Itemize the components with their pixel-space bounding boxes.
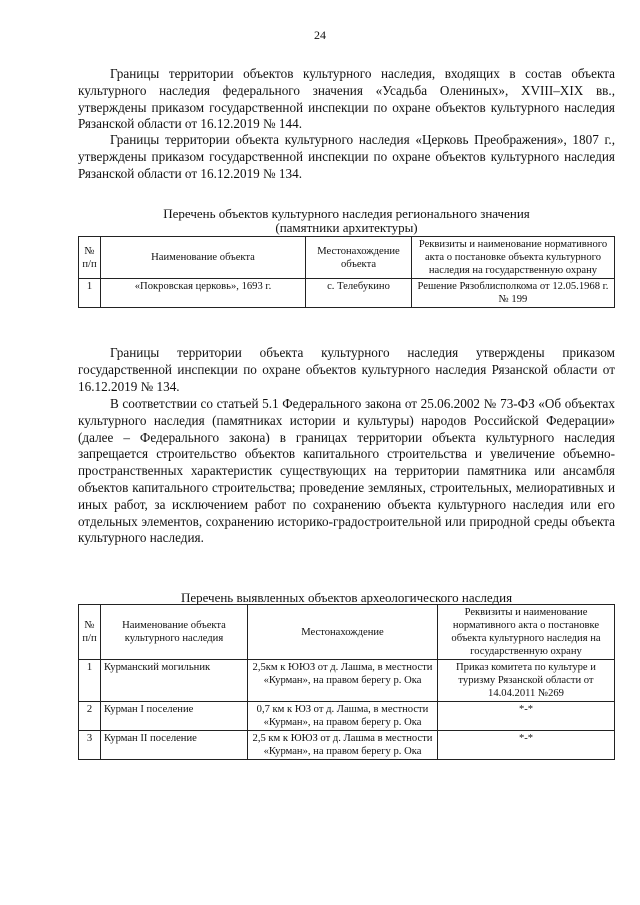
cell-location: 2,5км к ЮЮЗ от д. Лашма, в местности «Курман», на правом берегу р. Ока bbox=[248, 660, 438, 702]
cell-act: *-* bbox=[438, 702, 615, 731]
cell-location: 2,5 км к ЮЮЗ от д. Лашма в местности «Курман», на правом берегу р. Ока bbox=[248, 731, 438, 760]
paragraph-law: В соответствии со статьей 5.1 Федерального закона от 25.06.2002 № 73-ФЗ «Об объектах культурного наследия (памятниках истории и культуры) народов Российской Федерации» (далее – Федерального закона) в границах территории объекта культурного наследия запрещается строительство объектов капитального строительства и увеличение объемно-пространственных характеристик существующих на территории памятника или ансамбля объектов капитального строительства; проведение земляных, строительных, мелиоративных и иных работ, за исключением работ по сохранению объекта культурного наследия или его отдельных элементов, сохранению историко-градостроительной или природной среды объекта культурного наследия. bbox=[78, 396, 615, 546]
paragraph-usadba: Границы территории объектов культурного наследия, входящих в состав объекта культурного наследия федерального значения «Усадьба Олениных», XVIII–XIX вв., утверждены приказом государственной инспекции по охране объектов культурного наследия Рязанской области от 16.12.2019 № 144. bbox=[78, 66, 615, 132]
cell-location: с. Телебукино bbox=[306, 279, 412, 308]
cell-location: 0,7 км к ЮЗ от д. Лашма, в местности «Курман», на правом берегу р. Ока bbox=[248, 702, 438, 731]
col-name-header: Наименование объекта bbox=[101, 237, 306, 279]
cell-number: 2 bbox=[79, 702, 101, 731]
cell-act: Решение Рязоблисполкома от 12.05.1968 г. № 199 bbox=[412, 279, 615, 308]
table-header-row bbox=[79, 237, 615, 279]
col-number-header: № п/п bbox=[79, 605, 101, 660]
page-number: 24 bbox=[314, 28, 326, 42]
cell-number: 1 bbox=[79, 279, 101, 308]
cell-act: Приказ комитета по культуре и туризму Рязанской области от 14.04.2011 №269 bbox=[438, 660, 615, 702]
table-row bbox=[79, 660, 615, 702]
table-row bbox=[79, 279, 615, 308]
cell-name: Курманский могильник bbox=[101, 660, 248, 702]
cell-name: Курман I поселение bbox=[101, 702, 248, 731]
col-act-header: Реквизиты и наименование нормативного акта о постановке объекта культурного наследия на государственную охрану bbox=[438, 605, 615, 660]
paragraph-borders: Границы территории объекта культурного наследия утверждены приказом государственной инспекции по охране объектов культурного наследия Рязанской области от 16.12.2019 № 134. bbox=[78, 345, 615, 394]
table1-caption-line1: Перечень объектов культурного наследия регионального значения bbox=[163, 206, 530, 221]
table2-caption: Перечень выявленных объектов археологического наследия bbox=[180, 590, 513, 605]
table1-caption-line2: (памятники архитектуры) bbox=[275, 220, 418, 235]
table-row bbox=[79, 702, 615, 731]
col-location-header: Местонахождение объекта bbox=[306, 237, 412, 279]
archaeological-heritage-table bbox=[78, 604, 615, 760]
cell-act: *-* bbox=[438, 731, 615, 760]
cell-name: «Покровская церковь», 1693 г. bbox=[101, 279, 306, 308]
col-act-header: Реквизиты и наименование нормативного акта о постановке объекта культурного наследия на государственную охрану bbox=[412, 237, 615, 279]
table-header-row bbox=[79, 605, 615, 660]
cell-number: 3 bbox=[79, 731, 101, 760]
table-row bbox=[79, 731, 615, 760]
col-name-header: Наименование объекта культурного наследия bbox=[101, 605, 248, 660]
regional-heritage-table bbox=[78, 236, 615, 308]
cell-name: Курман II поселение bbox=[101, 731, 248, 760]
paragraph-tserkov: Границы территории объекта культурного наследия «Церковь Преображения», 1807 г., утверждены приказом государственной инспекции по охране объектов культурного наследия Рязанской области от 16.12.2019 № 134. bbox=[78, 132, 615, 181]
col-number-header: № п/п bbox=[79, 237, 101, 279]
cell-number: 1 bbox=[79, 660, 101, 702]
col-location-header: Местонахождение bbox=[248, 605, 438, 660]
